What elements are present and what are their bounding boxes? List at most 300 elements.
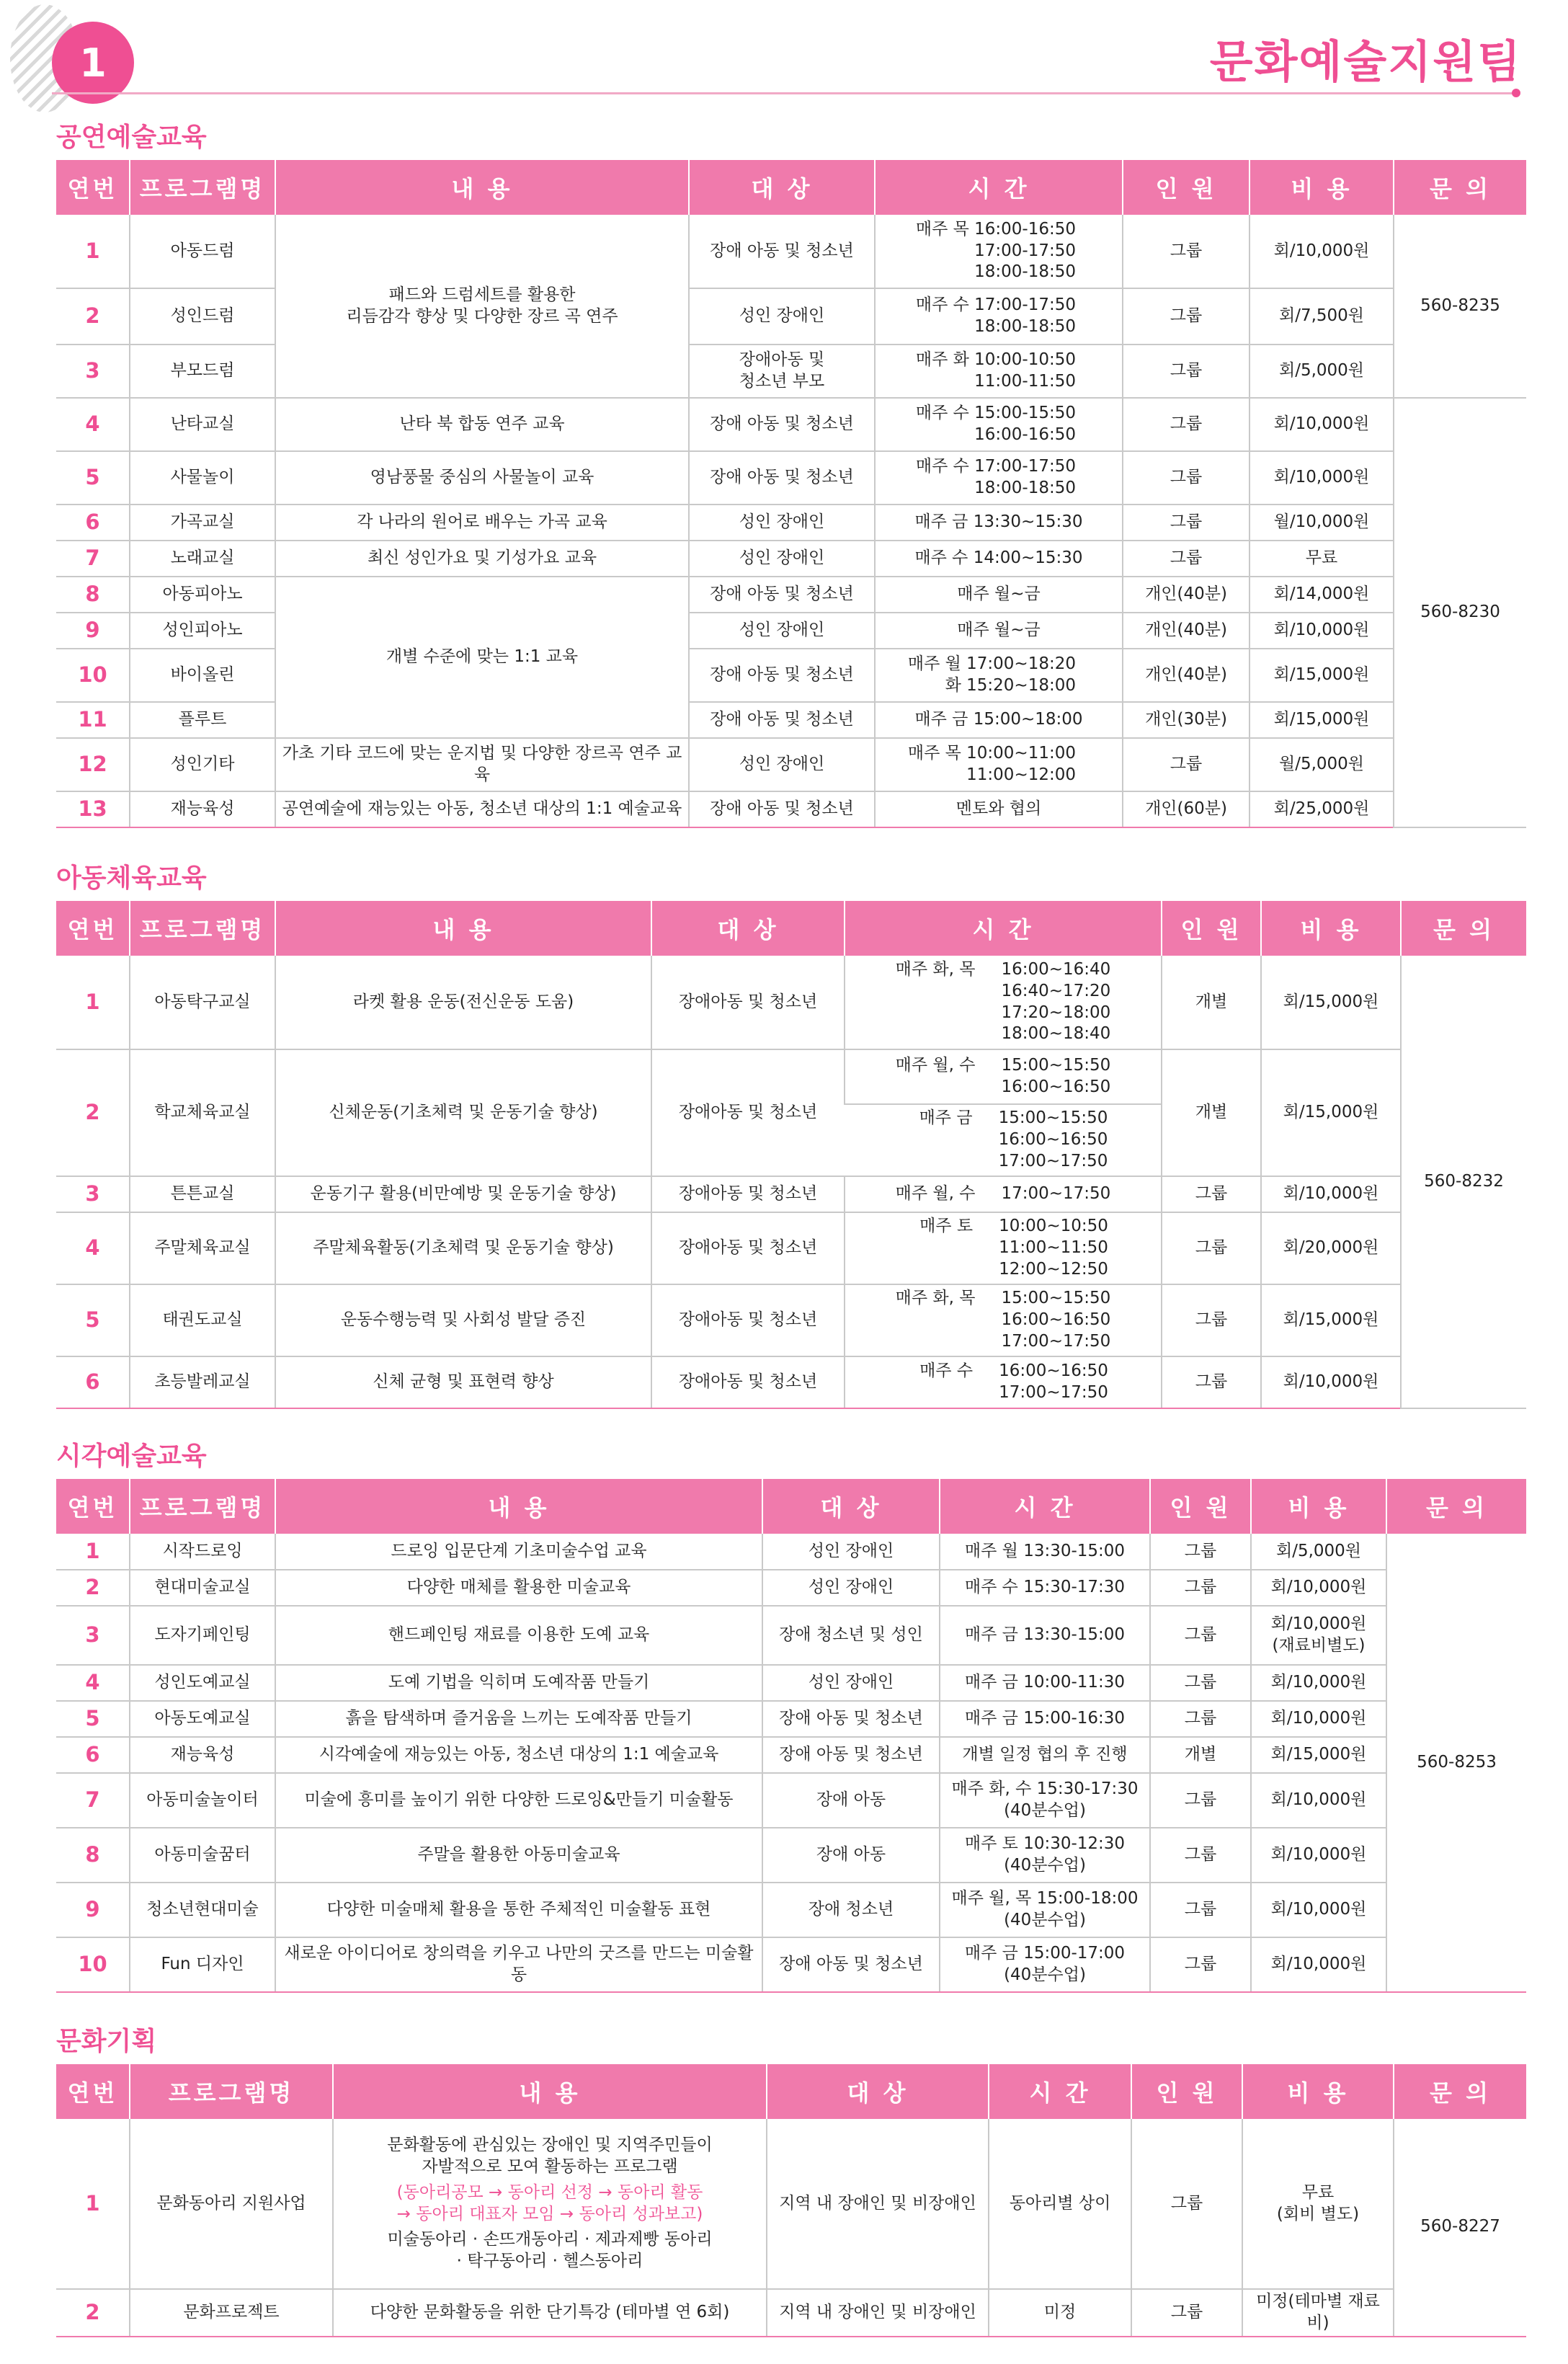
contact-phone: 560-8232	[1401, 956, 1526, 1408]
program-people: 그룹	[1162, 1356, 1261, 1408]
table-row	[56, 398, 1526, 451]
program-content: 흙을 탐색하며 즐거움을 느끼는 도예작품 만들기	[275, 1701, 762, 1737]
row-number: 9	[56, 613, 130, 649]
program-content: 운동기구 활용(비만예방 및 운동기술 향상)	[275, 1176, 651, 1212]
contact-phone: 560-8230	[1394, 398, 1526, 827]
col-header: 시 간	[989, 2064, 1131, 2119]
col-header: 인 원	[1123, 160, 1250, 215]
program-cost: 회/20,000원	[1261, 1212, 1401, 1284]
table-header-row	[56, 901, 1526, 956]
row-number: 5	[56, 451, 130, 505]
program-time: 매주 금 10:00-11:30	[940, 1665, 1150, 1701]
col-header: 문 의	[1386, 1479, 1526, 1534]
program-content: 운동수행능력 및 사회성 발달 증진	[275, 1284, 651, 1356]
table-row	[56, 1570, 1526, 1606]
table-row	[56, 738, 1526, 791]
program-target: 장애 아동 및 청소년	[762, 1937, 940, 1992]
program-content: 신체 균형 및 표현력 향상	[275, 1356, 651, 1408]
row-number: 1	[56, 956, 130, 1049]
program-name: 초등발레교실	[130, 1356, 275, 1408]
row-number: 3	[56, 345, 130, 398]
header-divider	[52, 92, 1516, 94]
program-cost: 회/10,000원	[1250, 613, 1394, 649]
program-content: 패드와 드럼세트를 활용한 리듬감각 향상 및 다양한 장르 곡 연주	[275, 215, 689, 398]
program-target: 성인 장애인	[689, 613, 875, 649]
program-name: 성인도예교실	[130, 1665, 275, 1701]
program-content: 다양한 매체를 활용한 미술교육	[275, 1570, 762, 1606]
program-people: 그룹	[1123, 345, 1250, 398]
program-people: 개인(60분)	[1123, 791, 1250, 827]
program-content: 영남풍물 중심의 사물놀이 교육	[275, 451, 689, 505]
schedule-slots: 16:00~16:40 16:40~17:20 17:20~18:00 18:00~18:40	[1001, 959, 1111, 1044]
table-row	[56, 1883, 1526, 1937]
program-cost: 회/10,000원	[1251, 1937, 1386, 1992]
program-content: 최신 성인가요 및 기성가요 교육	[275, 541, 689, 577]
row-number: 1	[56, 2119, 130, 2289]
program-cost: 회/5,000원	[1251, 1534, 1386, 1570]
schedule-day: 매주 월, 수	[895, 1056, 976, 1075]
program-cost: 무료 (회비 별도)	[1242, 2119, 1394, 2289]
program-content: 개별 수준에 맞는 1:1 교육	[275, 577, 689, 738]
program-name: 성인드럼	[130, 288, 275, 345]
table-row	[56, 1701, 1526, 1737]
table-row	[56, 2119, 1526, 2289]
table-row	[56, 577, 1526, 613]
table-header-row	[56, 1479, 1526, 1534]
program-cost: 미정(테마별 재료비)	[1242, 2289, 1394, 2337]
program-cost: 회/25,000원	[1250, 791, 1394, 827]
program-cost: 회/10,000원	[1250, 451, 1394, 505]
program-name: 청소년현대미술	[130, 1883, 275, 1937]
program-cost: 회/7,500원	[1250, 288, 1394, 345]
program-people: 그룹	[1150, 1665, 1251, 1701]
program-time: 매주 월~금	[875, 577, 1123, 613]
program-name: 성인피아노	[130, 613, 275, 649]
performing-arts-table	[56, 160, 1526, 828]
program-target: 장애 아동 및 청소년	[689, 577, 875, 613]
schedule-day: 매주 금	[919, 1108, 973, 1128]
program-time: 매주 수 15:00-15:50 16:00-16:50	[875, 398, 1123, 451]
program-cost: 회/10,000원	[1261, 1356, 1401, 1408]
program-people: 그룹	[1123, 398, 1250, 451]
program-time: 매주 금 15:00~18:00	[875, 702, 1123, 738]
program-cost: 회/15,000원	[1261, 1049, 1401, 1176]
table-row	[56, 956, 1526, 1049]
schedule-day: 매주 화, 목	[895, 1289, 976, 1308]
row-number: 10	[56, 1937, 130, 1992]
program-target: 장애아동 및 청소년	[651, 1176, 845, 1212]
program-name: 아동도예교실	[130, 1701, 275, 1737]
program-target: 성인 장애인	[689, 541, 875, 577]
program-target: 장애아동 및 청소년	[651, 1049, 845, 1176]
program-people: 그룹	[1150, 1701, 1251, 1737]
program-target: 장애 청소년 및 성인	[762, 1606, 940, 1665]
program-name: 아동미술꿈터	[130, 1828, 275, 1883]
program-content: 핸드페인팅 재료를 이용한 도예 교육	[275, 1606, 762, 1665]
program-target: 장애 청소년	[762, 1883, 940, 1937]
row-number: 1	[56, 215, 130, 288]
program-time: 매주 목 10:00~11:00 11:00~12:00	[875, 738, 1123, 791]
section-number: 1	[79, 40, 107, 86]
program-content: 드로잉 입문단계 기초미술수업 교육	[275, 1534, 762, 1570]
row-number: 6	[56, 1356, 130, 1408]
program-name: 재능육성	[130, 1737, 275, 1773]
program-people: 그룹	[1150, 1828, 1251, 1883]
col-header: 내 용	[275, 160, 689, 215]
col-header: 대 상	[767, 2064, 989, 2119]
program-time: 동아리별 상이	[989, 2119, 1131, 2289]
content-clubs: 미술동아리 · 손뜨개동아리 · 제과제빵 동아리 · 탁구동아리 · 헬스동아리	[387, 2230, 713, 2271]
program-content: 시각예술에 재능있는 아동, 청소년 대상의 1:1 예술교육	[275, 1737, 762, 1773]
program-content: 각 나라의 원어로 배우는 가곡 교육	[275, 505, 689, 541]
col-header: 비 용	[1261, 901, 1401, 956]
program-target: 장애 아동 및 청소년	[762, 1701, 940, 1737]
row-number: 5	[56, 1284, 130, 1356]
program-time: 매주 수 15:30-17:30	[940, 1570, 1150, 1606]
col-header: 대 상	[651, 901, 845, 956]
program-cost: 무료	[1250, 541, 1394, 577]
program-name: 플루트	[130, 702, 275, 738]
row-number: 3	[56, 1606, 130, 1665]
program-content: 가초 기타 코드에 맞는 운지법 및 다양한 장르곡 연주 교육	[275, 738, 689, 791]
program-people: 그룹	[1150, 1570, 1251, 1606]
schedule-slots: 15:00~15:50 16:00~16:50 17:00~17:50	[1001, 1289, 1111, 1351]
program-people: 그룹	[1123, 541, 1250, 577]
program-time: 매주 금 13:30-15:00	[940, 1606, 1150, 1665]
program-people: 그룹	[1150, 1773, 1251, 1828]
program-cost: 회/10,000원 (재료비별도)	[1251, 1606, 1386, 1665]
program-content: 공연예술에 재능있는 아동, 청소년 대상의 1:1 예술교육	[275, 791, 689, 827]
schedule-slots: 17:00~17:50	[1001, 1184, 1111, 1204]
program-time: 매주 월 17:00~18:20 화 15:20~18:00	[875, 649, 1123, 702]
program-content: 라켓 활용 운동(전신운동 도움)	[275, 956, 651, 1049]
program-people: 그룹	[1162, 1176, 1261, 1212]
table-row	[56, 1773, 1526, 1828]
program-time: 매주 월, 목 15:00-18:00 (40분수업)	[940, 1883, 1150, 1937]
table-row	[56, 451, 1526, 505]
program-content: 난타 북 합동 연주 교육	[275, 398, 689, 451]
program-name: 튼튼교실	[130, 1176, 275, 1212]
program-name: 현대미술교실	[130, 1570, 275, 1606]
program-target: 장애 아동 및 청소년	[689, 398, 875, 451]
schedule-day: 매주 화, 목	[895, 959, 976, 979]
col-header: 문 의	[1401, 901, 1526, 956]
program-people: 그룹	[1150, 1606, 1251, 1665]
program-target: 지역 내 장애인 및 비장애인	[767, 2119, 989, 2289]
program-content: 도예 기법을 익히며 도예작품 만들기	[275, 1665, 762, 1701]
col-header: 시 간	[940, 1479, 1150, 1534]
schedule-slots: 15:00~15:50 16:00~16:50 17:00~17:50	[998, 1108, 1108, 1170]
col-header: 연번	[56, 2064, 130, 2119]
row-number: 1	[56, 1534, 130, 1570]
table-row	[56, 215, 1526, 288]
program-name: 문화동아리 지원사업	[130, 2119, 333, 2289]
program-name: 아동미술놀이터	[130, 1773, 275, 1828]
program-name: 시작드로잉	[130, 1534, 275, 1570]
table-row	[56, 1049, 1526, 1104]
program-time: 매주 수 14:00~15:30	[875, 541, 1123, 577]
row-number: 2	[56, 1049, 130, 1176]
program-cost: 회/10,000원	[1251, 1570, 1386, 1606]
program-people: 그룹	[1123, 288, 1250, 345]
program-name: 부모드럼	[130, 345, 275, 398]
program-target: 성인 장애인	[762, 1534, 940, 1570]
col-header: 프로그램명	[130, 901, 275, 956]
col-header: 대 상	[689, 160, 875, 215]
program-name: Fun 디자인	[130, 1937, 275, 1992]
program-people: 개별	[1162, 956, 1261, 1049]
row-number: 13	[56, 791, 130, 827]
table-row	[56, 791, 1526, 827]
program-name: 노래교실	[130, 541, 275, 577]
program-target: 장애아동 및 청소년 부모	[689, 345, 875, 398]
table-row	[56, 1606, 1526, 1665]
program-people: 그룹	[1150, 1937, 1251, 1992]
program-time: 매주 월~금	[875, 613, 1123, 649]
col-header: 내 용	[333, 2064, 767, 2119]
content-process: (동아리공모 → 동아리 선정 → 동아리 활동 → 동아리 대표자 모임 → 동아리 성과보고)	[396, 2182, 703, 2223]
col-header: 연번	[56, 160, 130, 215]
program-people: 그룹	[1150, 1883, 1251, 1937]
col-header: 내 용	[275, 1479, 762, 1534]
program-people: 그룹	[1150, 1534, 1251, 1570]
program-time: 멘토와 협의	[875, 791, 1123, 827]
table-row	[56, 1176, 1526, 1212]
col-header: 인 원	[1131, 2064, 1242, 2119]
table-row	[56, 541, 1526, 577]
program-target: 장애 아동 및 청소년	[689, 215, 875, 288]
program-cost: 회/15,000원	[1250, 702, 1394, 738]
row-number: 12	[56, 738, 130, 791]
program-content: 다양한 미술매체 활용을 통한 주체적인 미술활동 표현	[275, 1883, 762, 1937]
program-cost: 회/10,000원	[1251, 1883, 1386, 1937]
col-header: 문 의	[1394, 160, 1526, 215]
row-number: 7	[56, 541, 130, 577]
program-cost: 회/15,000원	[1261, 1284, 1401, 1356]
program-cost: 회/15,000원	[1261, 956, 1401, 1049]
program-time: 매주 화, 수 15:30-17:30 (40분수업)	[940, 1773, 1150, 1828]
row-number: 11	[56, 702, 130, 738]
program-name: 가곡교실	[130, 505, 275, 541]
program-target: 성인 장애인	[762, 1665, 940, 1701]
program-cost: 월/5,000원	[1250, 738, 1394, 791]
program-target: 장애 아동 및 청소년	[689, 791, 875, 827]
program-target: 장애 아동 및 청소년	[762, 1737, 940, 1773]
table-row	[56, 1212, 1526, 1284]
program-target: 장애 아동 및 청소년	[689, 702, 875, 738]
col-header: 시 간	[845, 901, 1162, 956]
program-name: 성인기타	[130, 738, 275, 791]
program-name: 도자기페인팅	[130, 1606, 275, 1665]
program-time: 매주 금 13:30~15:30	[875, 505, 1123, 541]
contact-phone: 560-8253	[1386, 1534, 1526, 1992]
program-target: 성인 장애인	[689, 738, 875, 791]
program-cost: 회/10,000원	[1251, 1828, 1386, 1883]
program-name: 태권도교실	[130, 1284, 275, 1356]
program-target: 장애아동 및 청소년	[651, 1356, 845, 1408]
table-row	[56, 1937, 1526, 1992]
program-time: 매주 토 10:30-12:30 (40분수업)	[940, 1828, 1150, 1883]
program-content	[333, 2119, 767, 2289]
row-number: 5	[56, 1701, 130, 1737]
table-row	[56, 1356, 1526, 1408]
team-title: 문화예술지원팀	[1209, 35, 1522, 88]
program-time: 매주 목 16:00-16:50 17:00-17:50 18:00-18:50	[875, 215, 1123, 288]
header-divider-dot	[1512, 89, 1520, 97]
program-time: 매주 수 17:00-17:50 18:00-18:50	[875, 288, 1123, 345]
program-target: 성인 장애인	[689, 505, 875, 541]
program-target: 장애 아동 및 청소년	[689, 451, 875, 505]
program-time: 매주 금 15:00-16:30	[940, 1701, 1150, 1737]
program-time: 매주 금 15:00-17:00 (40분수업)	[940, 1937, 1150, 1992]
program-cost: 회/10,000원	[1250, 398, 1394, 451]
row-number: 9	[56, 1883, 130, 1937]
row-number: 10	[56, 649, 130, 702]
program-content: 주말을 활용한 아동미술교육	[275, 1828, 762, 1883]
row-number: 4	[56, 1665, 130, 1701]
row-number: 6	[56, 1737, 130, 1773]
table-row	[56, 1665, 1526, 1701]
program-name: 학교체육교실	[130, 1049, 275, 1176]
col-header: 시 간	[875, 160, 1123, 215]
row-number: 2	[56, 1570, 130, 1606]
program-cost: 월/10,000원	[1250, 505, 1394, 541]
schedule-day: 매주 월, 수	[895, 1184, 976, 1204]
program-time: 매주 화 10:00-10:50 11:00-11:50	[875, 345, 1123, 398]
culture-planning-table	[56, 2064, 1526, 2337]
program-name: 재능육성	[130, 791, 275, 827]
col-header: 인 원	[1162, 901, 1261, 956]
row-number: 8	[56, 1828, 130, 1883]
program-content: 주말체육활동(기초체력 및 운동기술 향상)	[275, 1212, 651, 1284]
row-number: 7	[56, 1773, 130, 1828]
section-number-badge	[52, 22, 134, 104]
section-title-culture-planning: 문화기획	[56, 2027, 157, 2056]
section-title-visual-arts: 시각예술교육	[56, 1441, 207, 1471]
program-target: 장애아동 및 청소년	[651, 1212, 845, 1284]
program-people: 개인(40분)	[1123, 613, 1250, 649]
program-name: 아동탁구교실	[130, 956, 275, 1049]
col-header: 인 원	[1150, 1479, 1251, 1534]
row-number: 2	[56, 2289, 130, 2337]
program-people: 그룹	[1123, 738, 1250, 791]
program-cost: 회/10,000원	[1251, 1773, 1386, 1828]
col-header: 문 의	[1394, 2064, 1526, 2119]
program-cost: 회/10,000원	[1251, 1701, 1386, 1737]
program-time: 매주 수 17:00-17:50 18:00-18:50	[875, 451, 1123, 505]
program-people: 그룹	[1131, 2289, 1242, 2337]
program-people: 그룹	[1162, 1284, 1261, 1356]
program-name: 사물놀이	[130, 451, 275, 505]
program-people: 개인(40분)	[1123, 649, 1250, 702]
program-people: 그룹	[1123, 505, 1250, 541]
program-people: 그룹	[1162, 1212, 1261, 1284]
table-header-row	[56, 2064, 1526, 2119]
program-time: 미정	[989, 2289, 1131, 2337]
program-people: 그룹	[1131, 2119, 1242, 2289]
program-cost: 회/10,000원	[1261, 1176, 1401, 1212]
table-row	[56, 2289, 1526, 2337]
table-header-row	[56, 160, 1526, 215]
program-cost: 회/14,000원	[1250, 577, 1394, 613]
table-row	[56, 1534, 1526, 1570]
program-time: 매주 월 13:30-15:00	[940, 1534, 1150, 1570]
program-cost: 회/10,000원	[1250, 215, 1394, 288]
schedule-day: 매주 수	[919, 1361, 974, 1381]
col-header: 프로그램명	[130, 160, 275, 215]
visual-arts-table	[56, 1479, 1526, 1993]
program-content: 새로운 아이디어로 창의력을 키우고 나만의 굿즈를 만드는 미술활동	[275, 1937, 762, 1992]
program-name: 아동피아노	[130, 577, 275, 613]
sports-table	[56, 901, 1526, 1409]
program-name: 바이올린	[130, 649, 275, 702]
program-name: 난타교실	[130, 398, 275, 451]
program-time: 개별 일정 협의 후 진행	[940, 1737, 1150, 1773]
row-number: 4	[56, 1212, 130, 1284]
program-people: 개인(40분)	[1123, 577, 1250, 613]
program-people: 그룹	[1123, 451, 1250, 505]
program-target: 장애 아동	[762, 1828, 940, 1883]
schedule-slots: 16:00~16:50 17:00~17:50	[999, 1361, 1108, 1402]
program-target: 장애아동 및 청소년	[651, 1284, 845, 1356]
col-header: 비 용	[1251, 1479, 1386, 1534]
col-header: 비 용	[1242, 2064, 1394, 2119]
table-row	[56, 505, 1526, 541]
row-number: 4	[56, 398, 130, 451]
table-row	[56, 1284, 1526, 1356]
section-title-performing-arts: 공연예술교육	[56, 123, 207, 152]
section-title-sports: 아동체육교육	[56, 863, 207, 893]
program-target: 장애 아동	[762, 1773, 940, 1828]
program-name: 주말체육교실	[130, 1212, 275, 1284]
program-target: 장애아동 및 청소년	[651, 956, 845, 1049]
program-people: 그룹	[1123, 215, 1250, 288]
program-cost: 회/15,000원	[1250, 649, 1394, 702]
row-number: 8	[56, 577, 130, 613]
program-content: 다양한 문화활동을 위한 단기특강 (테마별 연 6회)	[333, 2289, 767, 2337]
program-target: 장애 아동 및 청소년	[689, 649, 875, 702]
program-cost: 회/10,000원	[1251, 1665, 1386, 1701]
program-cost: 회/5,000원	[1250, 345, 1394, 398]
program-people: 개별	[1150, 1737, 1251, 1773]
schedule-slots: 10:00~10:50 11:00~11:50 12:00~12:50	[999, 1217, 1108, 1279]
program-name: 아동드럼	[130, 215, 275, 288]
row-number: 3	[56, 1176, 130, 1212]
contact-phone: 560-8235	[1394, 215, 1526, 398]
program-cost: 회/15,000원	[1251, 1737, 1386, 1773]
table-row	[56, 1737, 1526, 1773]
schedule-day: 매주 토	[919, 1217, 974, 1236]
row-number: 2	[56, 288, 130, 345]
table-row	[56, 1828, 1526, 1883]
col-header: 대 상	[762, 1479, 940, 1534]
program-people: 개인(30분)	[1123, 702, 1250, 738]
schedule-slots: 15:00~15:50 16:00~16:50	[1001, 1056, 1111, 1096]
program-name: 문화프로젝트	[130, 2289, 333, 2337]
col-header: 프로그램명	[130, 1479, 275, 1534]
program-target: 성인 장애인	[689, 288, 875, 345]
col-header: 프로그램명	[130, 2064, 333, 2119]
row-number: 6	[56, 505, 130, 541]
col-header: 연번	[56, 901, 130, 956]
col-header: 연번	[56, 1479, 130, 1534]
program-target: 지역 내 장애인 및 비장애인	[767, 2289, 989, 2337]
program-people: 개별	[1162, 1049, 1261, 1176]
content-description: 문화활동에 관심있는 장애인 및 지역주민들이 자발적으로 모여 활동하는 프로그램	[387, 2135, 713, 2176]
contact-phone: 560-8227	[1394, 2119, 1526, 2337]
program-target: 성인 장애인	[762, 1570, 940, 1606]
program-content: 미술에 흥미를 높이기 위한 다양한 드로잉&만들기 미술활동	[275, 1773, 762, 1828]
